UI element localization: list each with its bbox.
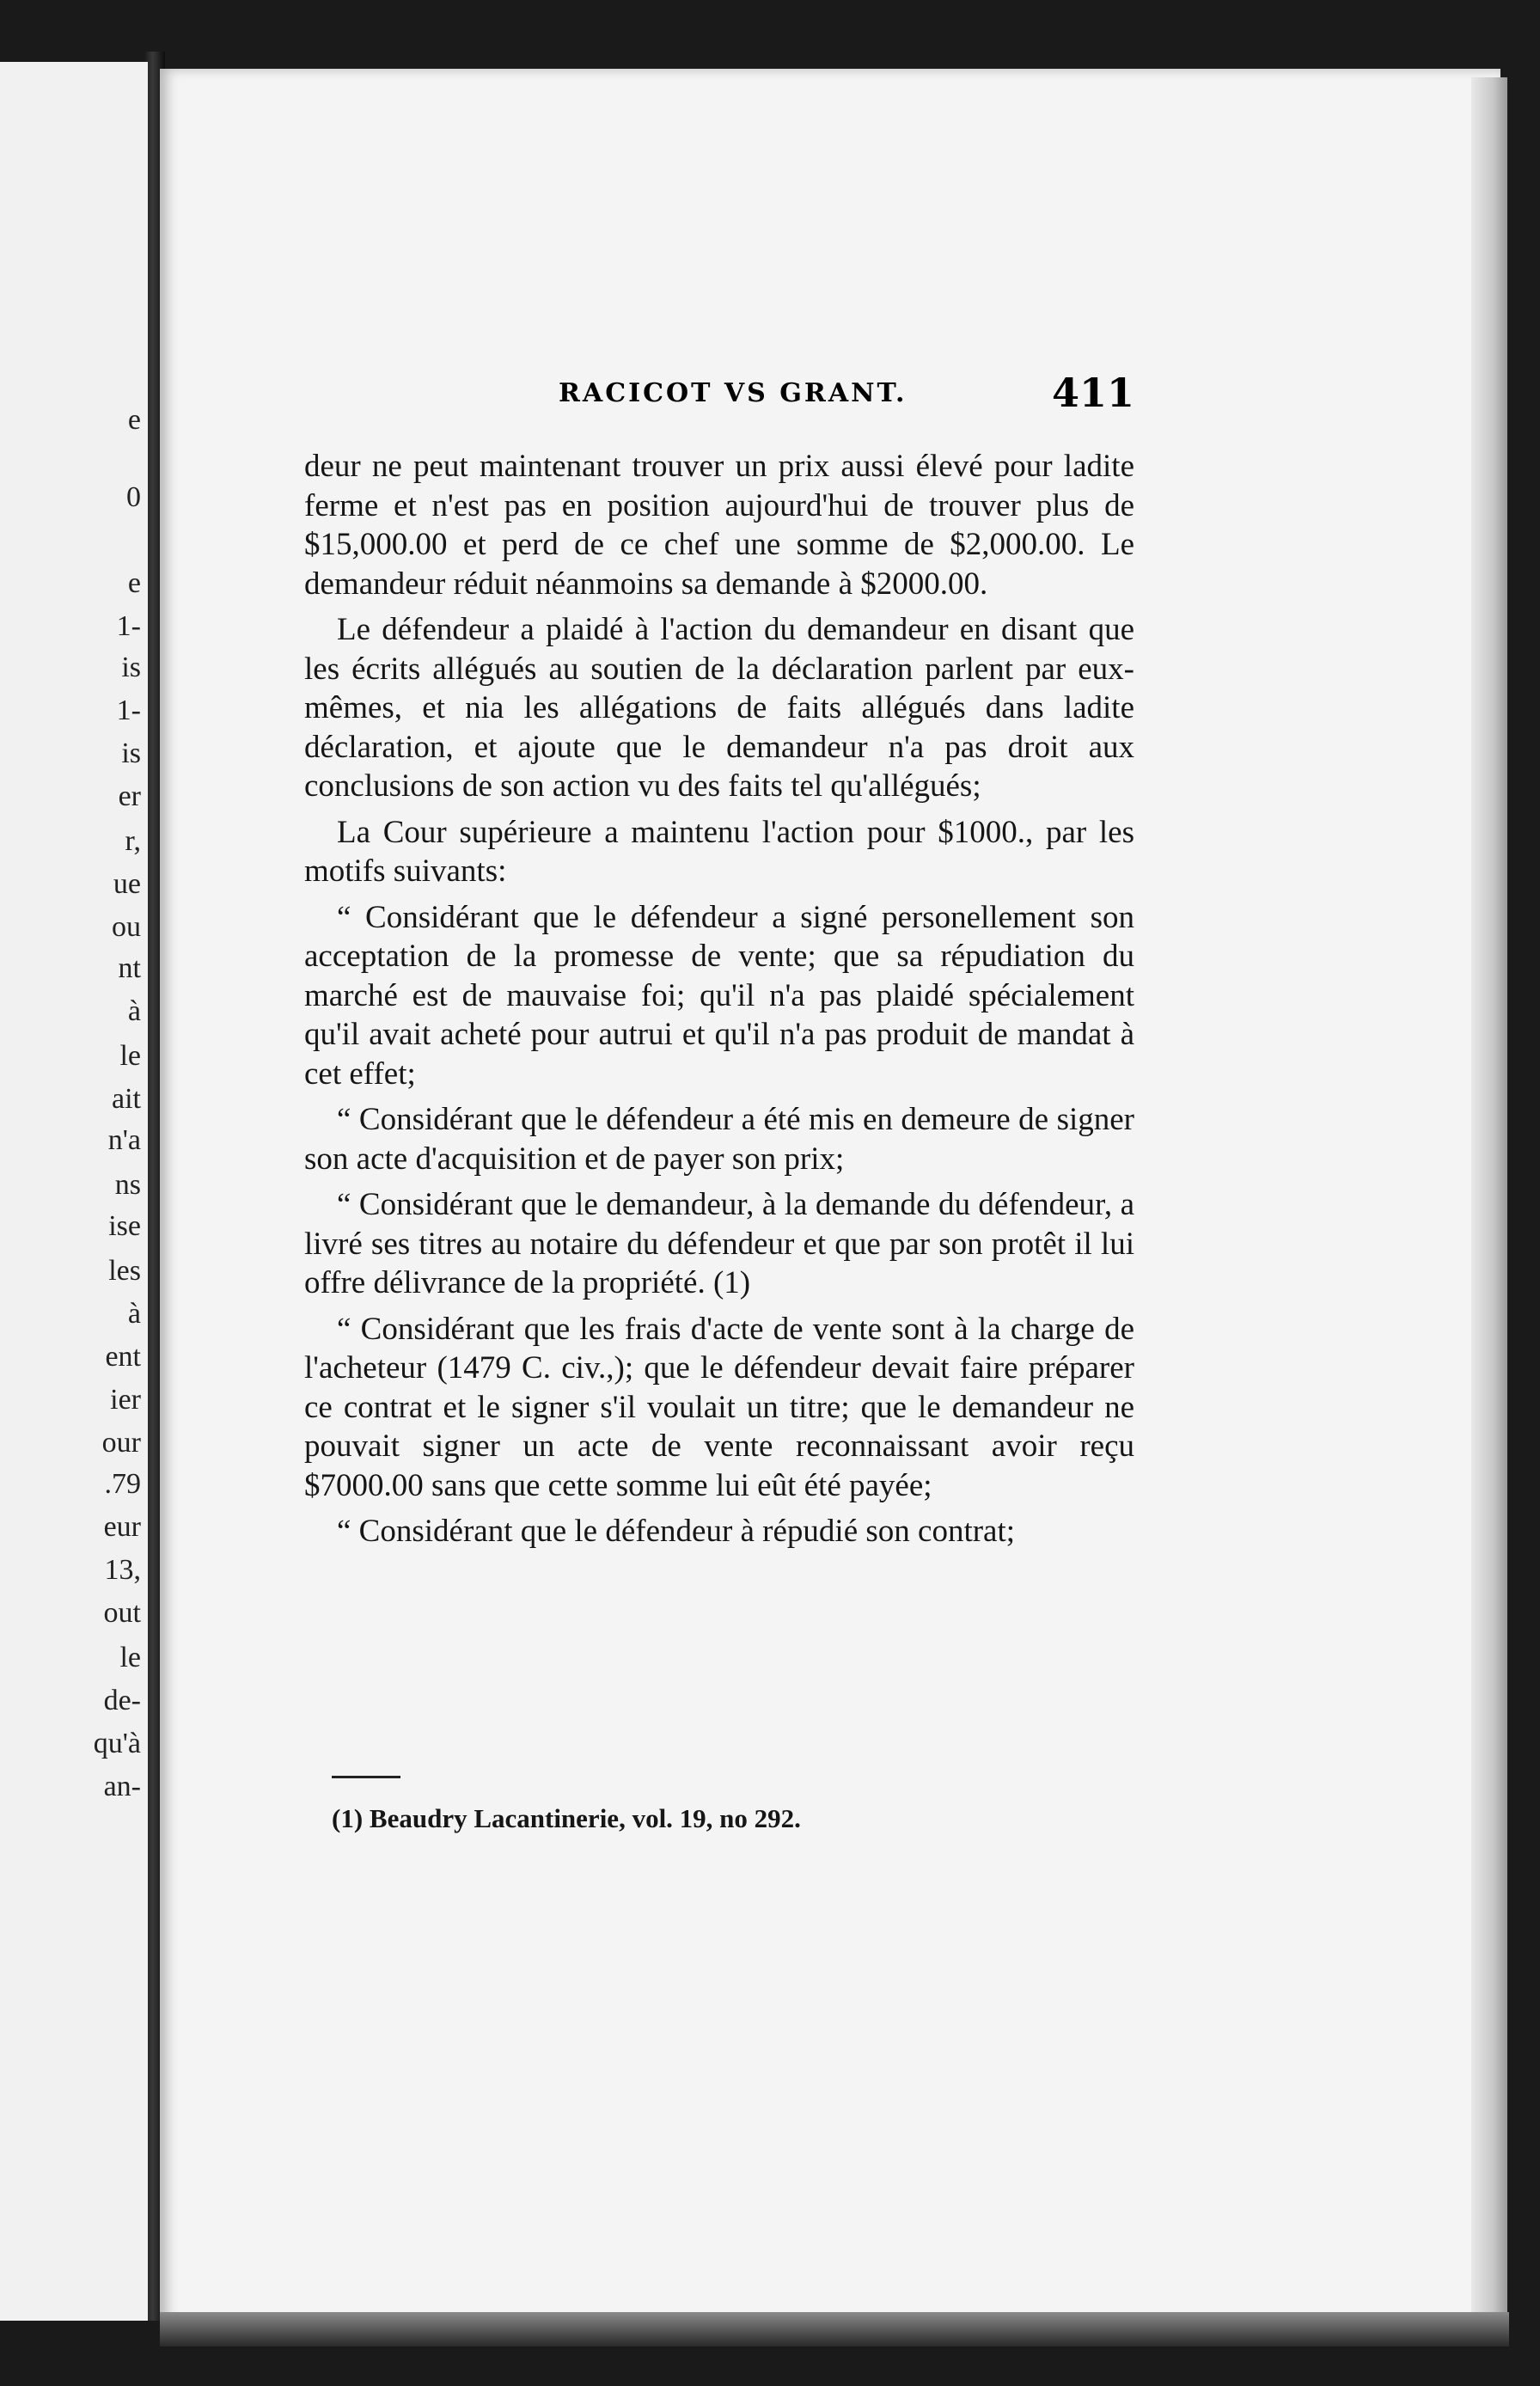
page-number: 411 bbox=[1051, 370, 1134, 416]
facing-page-text: 0 bbox=[126, 481, 141, 513]
facing-page-text: le bbox=[119, 1040, 141, 1072]
body-text bbox=[304, 447, 1134, 1558]
facing-page-text: nt bbox=[118, 952, 141, 984]
paragraph: “ Considérant que le défendeur a été mis en demeure de signer son acte d'acquisition et de payer son prix; bbox=[304, 1102, 1134, 1177]
facing-page-text: n'a bbox=[107, 1124, 141, 1156]
facing-page-text: ou bbox=[112, 911, 141, 943]
facing-page-text: ier bbox=[110, 1384, 141, 1416]
facing-page-text: our bbox=[101, 1427, 141, 1459]
facing-page-text: an- bbox=[103, 1771, 141, 1802]
facing-page-text: ait bbox=[112, 1083, 141, 1115]
facing-page-text: e bbox=[127, 404, 141, 436]
facing-page-text: de- bbox=[103, 1685, 141, 1716]
scan-bottom-edge bbox=[160, 2312, 1509, 2346]
facing-page-text: 1- bbox=[116, 694, 141, 726]
footnote: (1) Beaudry Lacantinerie, vol. 19, no 292. bbox=[332, 1803, 801, 1833]
facing-page-text: 13, bbox=[104, 1554, 141, 1586]
running-title: RACICOT VS GRANT. bbox=[559, 378, 908, 408]
facing-page-text: ent bbox=[105, 1341, 141, 1373]
facing-page-text: r, bbox=[125, 825, 141, 857]
paragraph: Le défendeur a plaidé à l'action du demandeur en disant que les écrits allégués au soutien de la déclaration parlent par eux-mêmes, et nia les allégations de faits allégués dans ladite déclaration, et ajoute que le demandeur n'a pas droit aux conclusions de son action vu des faits tel qu'allégués; bbox=[304, 612, 1134, 804]
paragraph: La Cour supérieure a maintenu l'action pour $1000., par les motifs suivants: bbox=[304, 814, 1134, 889]
facing-page-text: les bbox=[108, 1255, 141, 1287]
facing-page-text: ue bbox=[113, 868, 141, 900]
facing-page-text: .79 bbox=[104, 1468, 141, 1500]
facing-page-text: er bbox=[118, 780, 141, 812]
facing-page-text: le bbox=[119, 1642, 141, 1673]
paragraph: deur ne peut maintenant trouver un prix aussi élevé pour ladite ferme et n'est pas en position aujourd'hui de trouver plus de $15,000.00 et perd de ce chef une somme de $2,000.00. Le demandeur réduit néanmoins sa demande à $2000.00. bbox=[304, 449, 1134, 602]
facing-page-text: e bbox=[127, 567, 141, 599]
facing-page-fragment bbox=[0, 62, 148, 2321]
paragraph: “ Considérant que le défendeur à répudié son contrat; bbox=[337, 1514, 1016, 1549]
paragraph: “ Considérant que le demandeur, à la demande du défendeur, a livré ses titres au notaire du défendeur et que par son protêt il lui offre délivrance de la propriété. (1) bbox=[304, 1187, 1134, 1300]
facing-page-text: is bbox=[121, 737, 141, 769]
page-edge-shadow bbox=[1471, 77, 1507, 2338]
facing-page-text: à bbox=[127, 1298, 141, 1330]
facing-page-text: à bbox=[127, 995, 141, 1027]
facing-page-text: is bbox=[121, 652, 141, 683]
footnote-rule bbox=[332, 1776, 400, 1778]
facing-page-text: ns bbox=[114, 1169, 141, 1201]
running-head bbox=[404, 370, 1134, 430]
facing-page-text: eur bbox=[103, 1511, 141, 1543]
facing-page-text: 1- bbox=[116, 610, 141, 642]
paragraph: “ Considérant que le défendeur a signé personellement son acceptation de la promesse de vente; que sa répudiation du marché est de mauvaise foi; qu'il n'a pas plaidé spécialement qu'il avait acheté pour autrui et qu'il n'a pas produit de mandat à cet effet; bbox=[304, 899, 1134, 1092]
paragraph: “ Considérant que les frais d'acte de vente sont à la charge de l'acheteur (1479 C. civ.,); que le défendeur devait faire préparer ce contrat et le signer s'il voulait un titre; que le demandeur ne pouvait signer un acte de vente reconnaissant avoir reçu $7000.00 sans que cette somme lui eût été payée; bbox=[304, 1311, 1134, 1503]
facing-page-text: qu'à bbox=[93, 1728, 141, 1759]
facing-page-text: ise bbox=[108, 1210, 141, 1242]
facing-page-text: out bbox=[103, 1597, 141, 1629]
